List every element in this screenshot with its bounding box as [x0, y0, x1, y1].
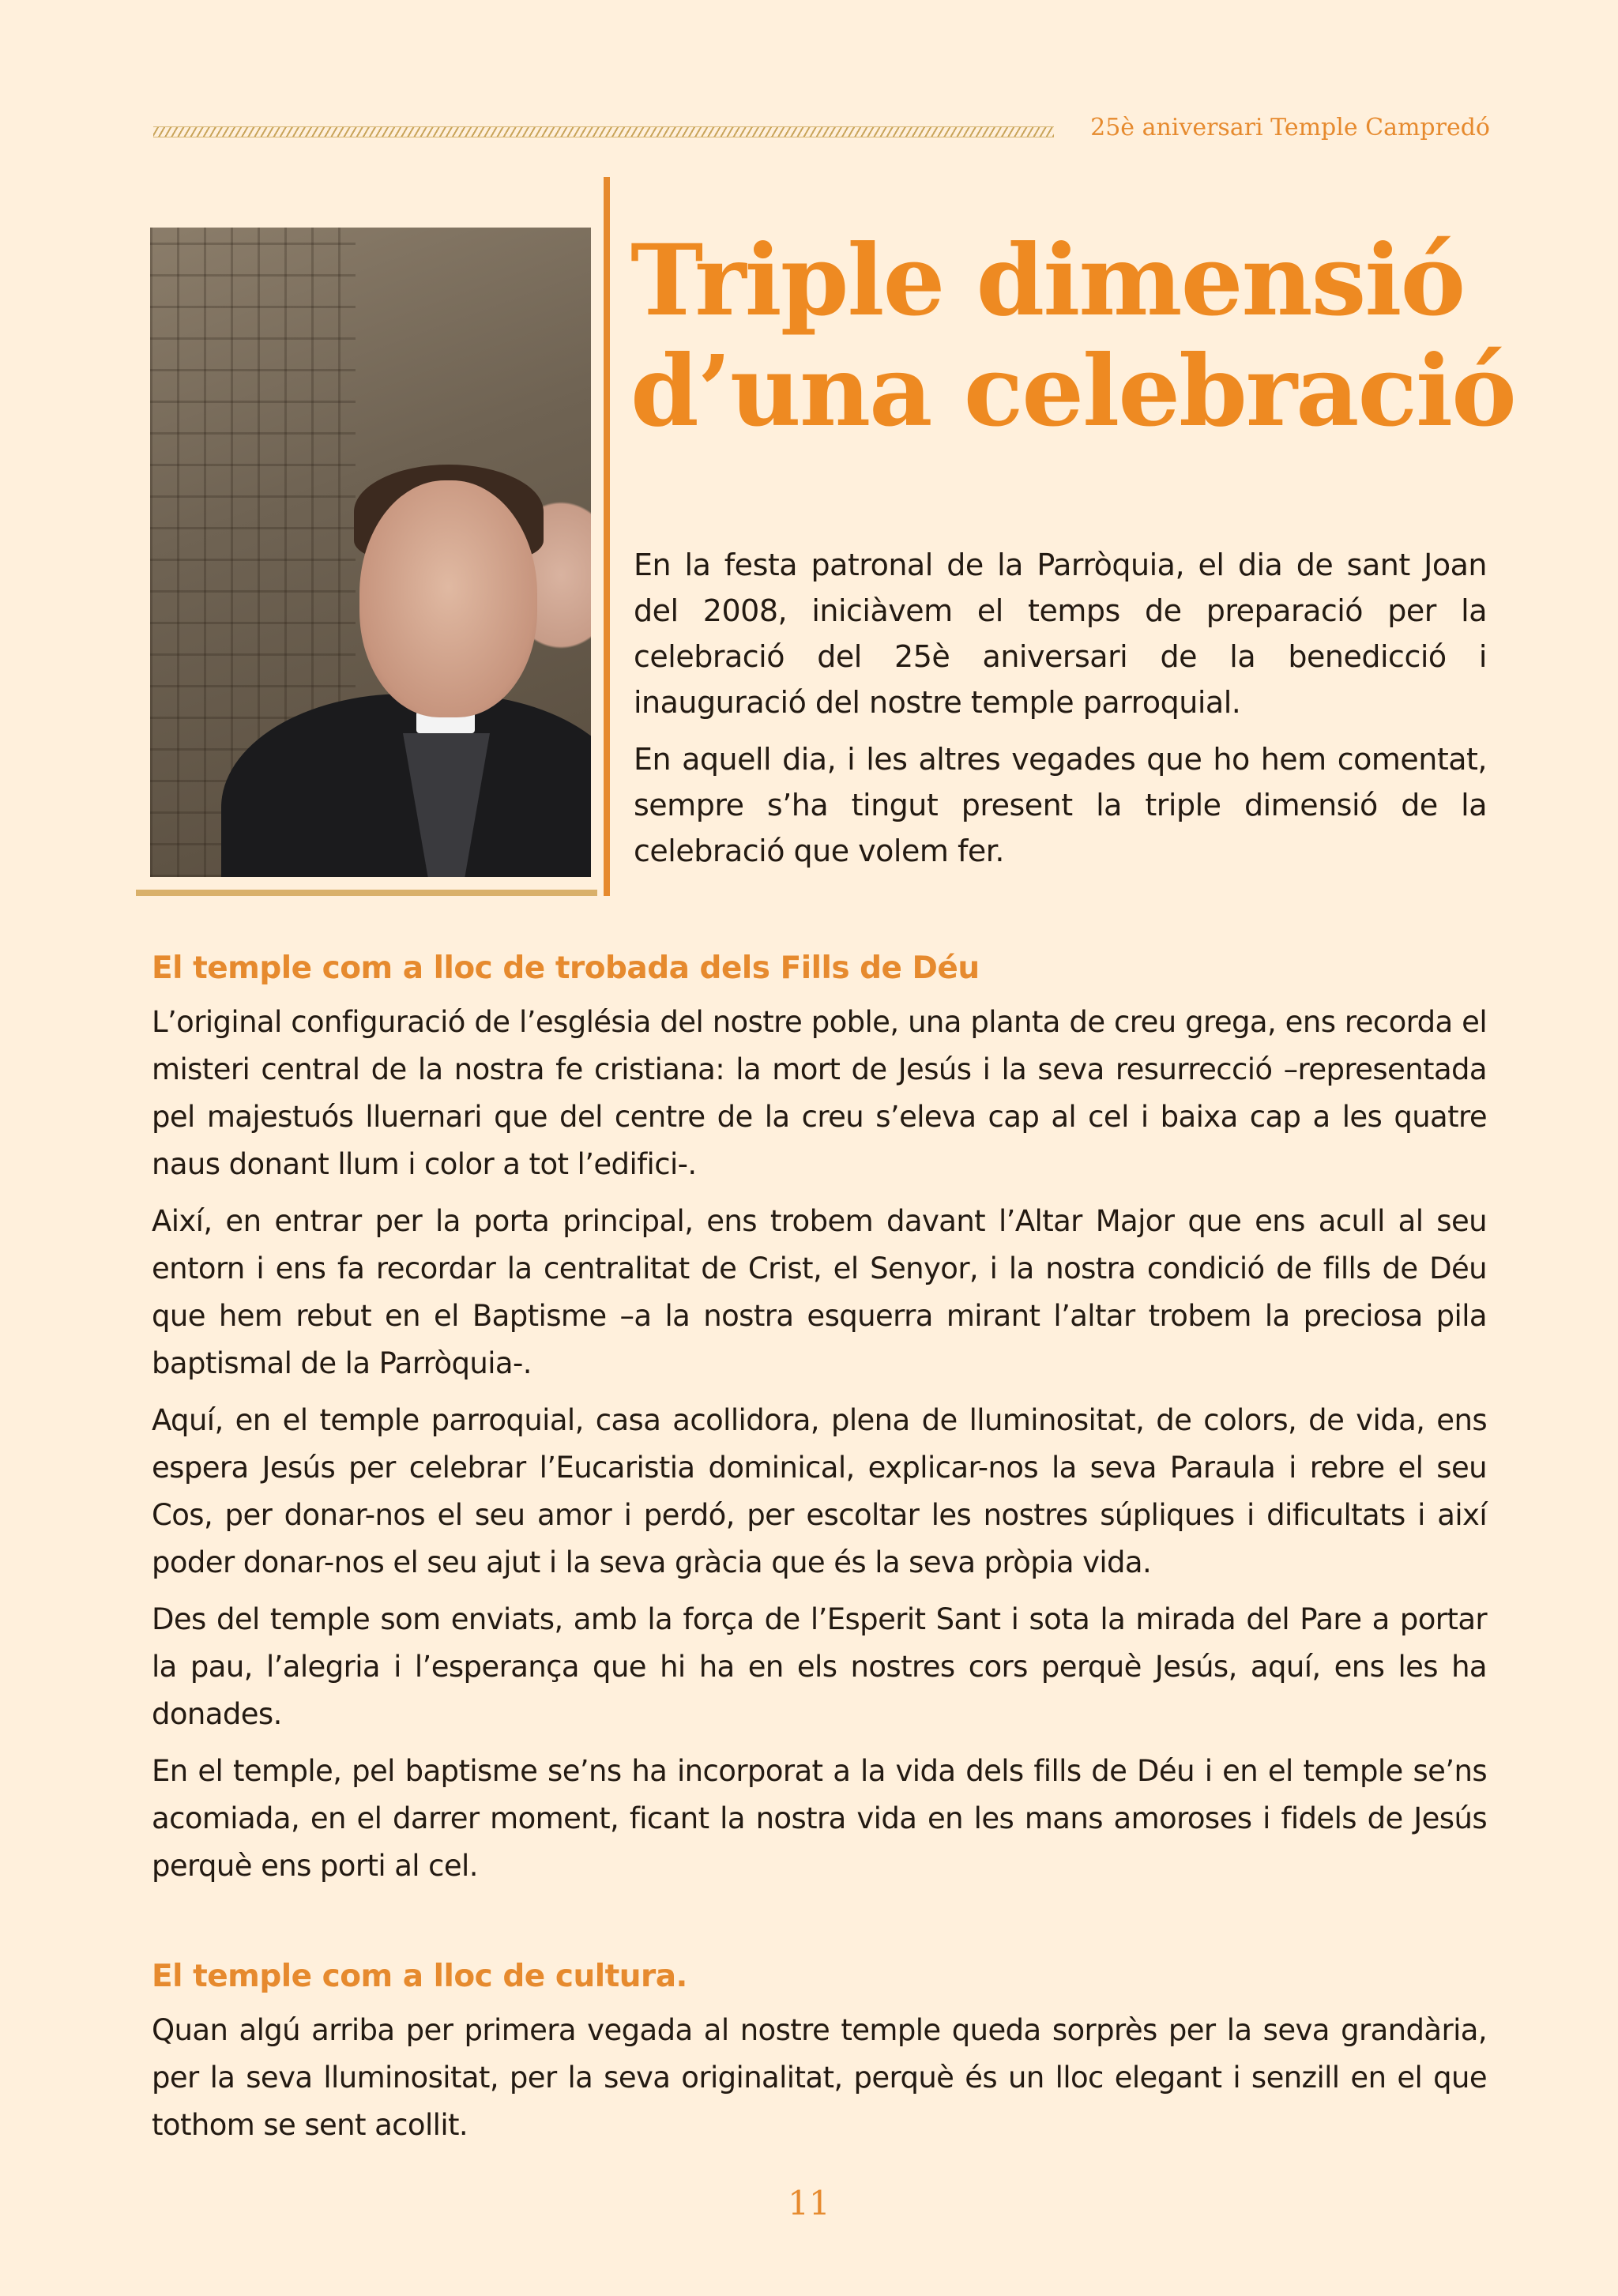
body-paragraph: Des del temple som enviats, amb la força de l’Esperit Sant i sota la mirada del Pare a portar la pau, l’alegria i l’esperança que hi ha en els nostres cors perquè Jesús, aquí, ens les ha donades.: [152, 1602, 1487, 1731]
photo-underline: [136, 890, 597, 896]
priest-photo: [150, 228, 591, 877]
intro-paragraph: En la festa patronal de la Parròquia, el dia de sant Joan del 2008, iniciàvem el temps de preparació per la celebració del 25è aniversari de la benedicció i inauguració del nostre temple parroquial.: [634, 548, 1487, 720]
body-paragraph: En el temple, pel baptisme se’ns ha incorporat a la vida dels fills de Déu i en el temple se’ns acomiada, en el darrer moment, ficant la nostra vida en les mans amoroses i fidels de Jesús perquè ens porti al cel.: [152, 1754, 1487, 1883]
page-number: 11: [788, 2184, 830, 2223]
title-accent-bar: [604, 177, 610, 896]
body-paragraph: Aquí, en el temple parroquial, casa acollidora, plena de lluminositat, de colors, de vida, ens espera Jesús per celebrar l’Eucaristia dominical, explicar-nos la seva Paraula i rebre el seu Cos, per donar-nos el seu amor i perdó, per escoltar les nostres súpliques i dificultats i així poder donar-nos el seu ajut i la seva gràcia que és la seva pròpia vida.: [152, 1403, 1487, 1579]
title-line-2: d’una celebració: [630, 334, 1515, 449]
title-line-1: Triple dimensió: [630, 224, 1465, 338]
header-decorative-rule: [153, 126, 1054, 137]
photo-face: [359, 480, 537, 717]
section-heading: El temple com a lloc de cultura.: [152, 1959, 687, 1994]
article-body: [152, 945, 1487, 2159]
section-heading: El temple com a lloc de trobada dels Fills de Déu: [152, 950, 980, 986]
page-title: [630, 226, 1515, 447]
intro-text: [634, 542, 1487, 885]
intro-paragraph: En aquell dia, i les altres vegades que ho hem comentat, sempre s’ha tingut present la triple dimensió de la celebració que volem fer.: [634, 742, 1487, 868]
running-header: 25è aniversari Temple Campredó: [1090, 114, 1490, 141]
body-paragraph: L’original configuració de l’església del nostre poble, una planta de creu grega, ens recorda el misteri central de la nostra fe cristiana: la mort de Jesús i la seva resurrecció –representada pel majestuós lluernari que del centre de la creu s’eleva cap al cel i baixa cap a les quatre naus donant llum i color a tot l’edifici-.: [152, 1005, 1487, 1181]
body-paragraph: Quan algú arriba per primera vegada al nostre temple queda sorprès per la seva grandària, per la seva lluminositat, per la seva originalitat, perquè és un lloc elegant i senzill en el que tothom se sent acollit.: [152, 2013, 1487, 2142]
body-paragraph: Així, en entrar per la porta principal, ens trobem davant l’Altar Major que ens acull al seu entorn i ens fa recordar la centralitat de Crist, el Senyor, i la nostra condició de fills de Déu que hem rebut en el Baptisme –a la nostra esquerra mirant l’altar trobem la preciosa pila baptismal de la Parròquia-.: [152, 1204, 1487, 1380]
